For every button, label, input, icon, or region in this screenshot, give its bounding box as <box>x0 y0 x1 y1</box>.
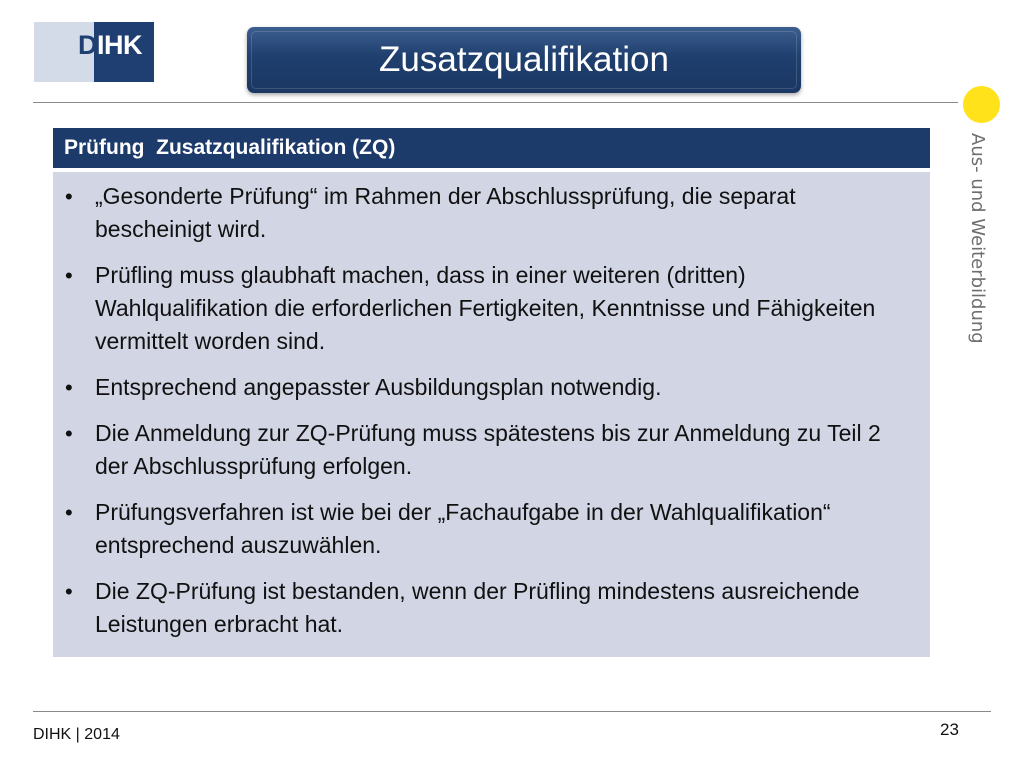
side-label: Aus- und Weiterbildung <box>967 133 988 344</box>
content-box <box>53 172 930 657</box>
bullet-icon: • <box>65 421 73 446</box>
bullet-item <box>53 496 930 562</box>
title-banner <box>247 27 801 93</box>
dihk-logo <box>34 22 154 82</box>
section-header: Prüfung Zusatzqualifikation (ZQ) <box>53 128 930 168</box>
bullet-item <box>53 417 930 483</box>
bullet-icon: • <box>65 184 73 209</box>
bullet-icon: • <box>65 375 73 400</box>
bullet-icon: • <box>65 579 73 604</box>
yellow-dot-decoration <box>963 86 1000 123</box>
bottom-divider <box>33 711 991 712</box>
page-number: 23 <box>940 720 959 739</box>
logo-letter-d: D <box>78 30 97 60</box>
footer-org-year: DIHK | 2014 <box>33 726 120 743</box>
bullet-icon: • <box>65 500 73 525</box>
logo-text <box>78 30 142 61</box>
bullet-text: „Gesonderte Prüfung“ im Rahmen der Abschlussprüfung, die separat bescheinigt wird. <box>95 183 796 242</box>
logo-letters-ihk: IHK <box>97 30 142 60</box>
slide-title: Zusatzqualifikation <box>379 40 669 79</box>
bullet-text: Prüfungsverfahren ist wie bei der „Fachaufgabe in der Wahlqualifikation“ entsprechend auszuwählen. <box>95 499 831 558</box>
bullet-text: Die ZQ-Prüfung ist bestanden, wenn der Prüfling mindestens ausreichende Leistungen erbracht hat. <box>95 578 860 637</box>
bullet-item <box>53 575 930 641</box>
bullet-text: Entsprechend angepasster Ausbildungsplan notwendig. <box>95 374 662 400</box>
bullet-item <box>53 259 930 358</box>
bullet-text: Prüfling muss glaubhaft machen, dass in einer weiteren (dritten) Wahlqualifikation die erforderlichen Fertigkeiten, Kenntnisse und Fähigkeiten vermittelt worden sind. <box>95 262 876 354</box>
bullet-icon: • <box>65 263 73 288</box>
bullet-text: Die Anmeldung zur ZQ-Prüfung muss spätestens bis zur Anmeldung zu Teil 2 der Abschlussprüfung erfolgen. <box>95 420 881 479</box>
bullet-list <box>53 180 930 654</box>
bullet-item <box>53 180 930 246</box>
bullet-item <box>53 371 930 404</box>
top-divider <box>33 102 958 103</box>
